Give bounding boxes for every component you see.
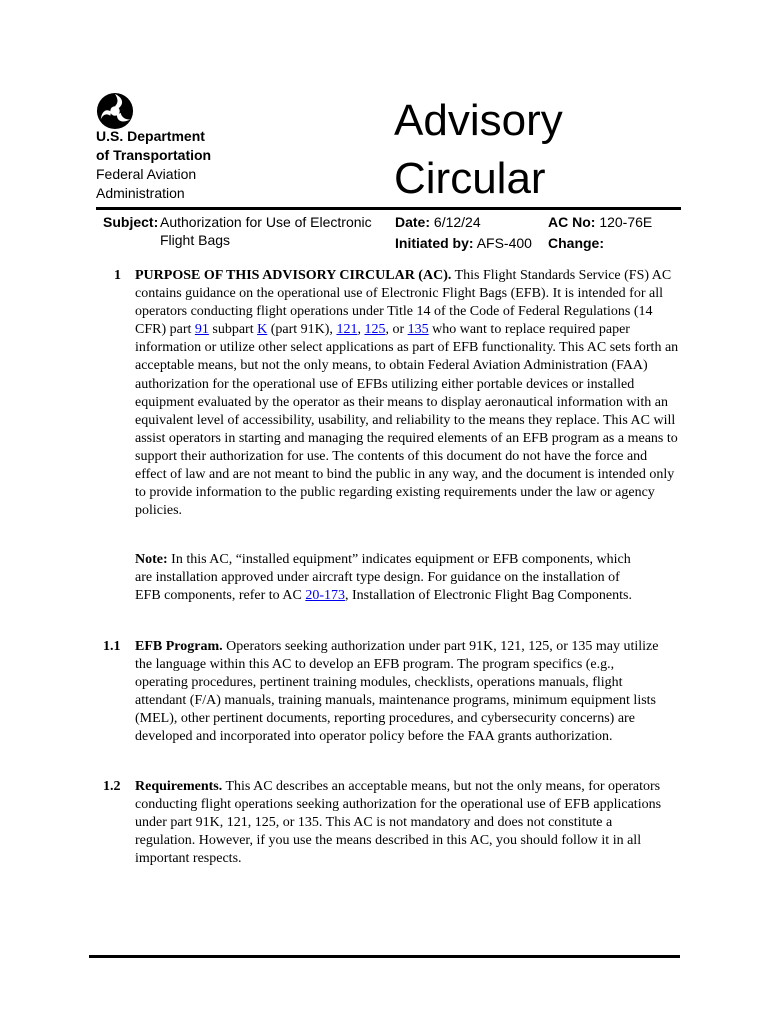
initiated-by-label: Initiated by: <box>395 235 474 251</box>
link-subpart-k[interactable]: K <box>257 322 268 338</box>
initiated-by-value: AFS-400 <box>476 235 532 251</box>
section-1-text: , or <box>385 322 408 338</box>
link-part-135[interactable]: 135 <box>407 322 429 338</box>
agency-name <box>96 127 211 203</box>
note-label: Note: <box>135 552 168 567</box>
link-part-121[interactable]: 121 <box>336 322 358 338</box>
change-field <box>548 234 604 252</box>
link-part-125[interactable]: 125 <box>364 322 386 338</box>
section-1-2-heading: Requirements. <box>135 779 223 794</box>
section-1-text: (part 91K), <box>267 322 337 338</box>
subject-text: Authorization for Use of Electronic Flight Bags <box>160 214 372 248</box>
ac-number-field <box>548 213 652 231</box>
ac-number-label: AC No: <box>548 214 596 230</box>
ac-number-value: 120-76E <box>599 214 653 230</box>
section-1-2-text: This AC describes an acceptable means, but not the only means, for operators conducting flight operations seeking authorization for the operational use of EFB applications under part 91K, 121, 125, or 135. This AC is not mandatory and does not constitute a regulation. However, if you use the means described in this AC, you should follow it in all important respects. <box>135 779 662 867</box>
agency-line-1: U.S. Department <box>96 128 205 144</box>
agency-line-3: Federal Aviation <box>96 166 197 182</box>
change-label: Change: <box>548 235 604 251</box>
section-1-heading: PURPOSE OF THIS ADVISORY CIRCULAR (AC). <box>135 268 452 283</box>
footer-divider <box>89 955 680 958</box>
link-part-91[interactable]: 91 <box>194 322 209 338</box>
agency-line-2: of Transportation <box>96 147 212 163</box>
link-ac-20-173[interactable]: 20-173 <box>305 588 345 604</box>
subject-label: Subject: <box>103 214 159 230</box>
date-label: Date: <box>395 214 431 230</box>
title-line-2: Circular <box>394 154 546 203</box>
section-1-2-paragraph <box>135 778 663 868</box>
document-title <box>394 92 563 208</box>
section-1-text: , <box>357 322 365 338</box>
title-line-1: Advisory <box>394 96 563 145</box>
section-1-text: This Flight Standards Service (FS) AC contains guidance on the operational use of Electronic Flight Bags (EFB). It is intended for all operators conducting flight operations under Title 14 of the Code of Federal Regulations (14 CFR) part <box>135 268 672 338</box>
note-text: , Installation of Electronic Flight Bag Components. <box>344 588 632 604</box>
section-1-1-heading: EFB Program. <box>135 639 223 654</box>
note-paragraph <box>135 551 635 605</box>
initiated-by-field <box>395 234 532 252</box>
header-divider <box>96 207 681 210</box>
agency-line-4: Administration <box>96 185 185 201</box>
section-1-2-number: 1.2 <box>103 779 121 794</box>
section-1-1-paragraph <box>135 638 665 747</box>
section-1-text: who want to replace required paper information or utilize other select applications as part of EFB functionality. This AC sets forth an acceptable means, but not the only means, to obtain Federal Aviation Administration (FAA) authorization for the operational use of EFBs utilizing either portable devices or installed equipment evaluated by the operator as their means to display aeronautical information with an equivalent level of accessibility, usability, and reliability to the means they replace. This AC will assist operators in starting and managing the required elements of an EFB program as a means to support their authorization for use. The contents of this document do not have the force and effect of law and are not meant to bind the public in any way, and the document is intended only to provide information to the public regarding existing requirements under the law or agency policies. <box>135 322 679 519</box>
section-1-text: subpart <box>208 322 258 338</box>
section-1-paragraph <box>135 267 680 520</box>
dot-logo-icon <box>96 92 134 130</box>
date-value: 6/12/24 <box>433 214 481 230</box>
section-1-1-text: Operators seeking authorization under part 91K, 121, 125, or 135 may utilize the language within this AC to develop an EFB program. The program specifics (e.g., operating procedures, pertinent training modules, checklists, operations manuals, flight attendant (F/A) manuals, training manuals, maintenance programs, minimum equipment lists (MEL), other pertinent documents, reporting procedures, and cybersecurity concerns) are developed and incorporated into operator policy before the FAA grants authorization. <box>135 639 659 745</box>
section-1-number: 1 <box>114 268 121 283</box>
section-1-1-number: 1.1 <box>103 639 121 654</box>
note-text: In this AC, “installed equipment” indicates equipment or EFB components, which are installation approved under aircraft type design. For guidance on the installation of EFB components, refer to AC <box>135 552 631 604</box>
date-field <box>395 213 481 231</box>
